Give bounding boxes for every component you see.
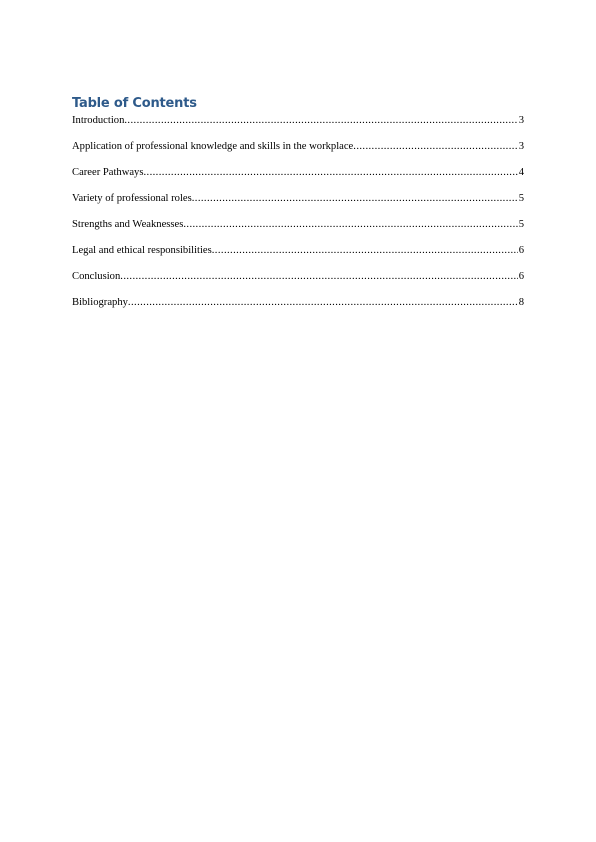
toc-entry-bibliography[interactable] — [72, 296, 524, 309]
toc-dot-leader — [353, 140, 517, 153]
toc-dot-leader — [212, 244, 518, 257]
toc-entry-page-number: 6 — [518, 245, 524, 256]
toc-entry-page-number: 3 — [518, 115, 524, 126]
toc-entry-page-number: 6 — [518, 271, 524, 282]
toc-entry-title: Introduction — [72, 115, 125, 126]
toc-dot-leader — [143, 166, 517, 179]
toc-entry-title: Strengths and Weaknesses — [72, 219, 184, 230]
toc-entry-page-number: 5 — [518, 193, 524, 204]
toc-entry-page-number: 4 — [518, 167, 524, 178]
toc-list — [72, 114, 524, 309]
toc-entry-introduction[interactable] — [72, 114, 524, 127]
toc-heading: Table of Contents — [72, 96, 197, 111]
toc-entry-strengths-weaknesses[interactable] — [72, 218, 524, 231]
toc-entry-page-number: 8 — [518, 297, 524, 308]
toc-entry-legal-ethical[interactable] — [72, 244, 524, 257]
toc-entry-title: Conclusion — [72, 271, 121, 282]
toc-entry-page-number: 3 — [518, 141, 524, 152]
toc-entry-title: Bibliography — [72, 297, 128, 308]
toc-entry-conclusion[interactable] — [72, 270, 524, 283]
toc-entry-professional-roles[interactable] — [72, 192, 524, 205]
toc-entry-title: Application of professional knowledge and skills in the workplace — [72, 141, 354, 152]
toc-entry-page-number: 5 — [518, 219, 524, 230]
toc-entry-career-pathways[interactable] — [72, 166, 524, 179]
table-of-contents — [72, 96, 524, 309]
toc-entry-application[interactable] — [72, 140, 524, 153]
toc-dot-leader — [124, 114, 517, 127]
toc-entry-title: Variety of professional roles — [72, 193, 192, 204]
toc-dot-leader — [120, 270, 517, 283]
toc-entry-title: Legal and ethical responsibilities — [72, 245, 212, 256]
toc-dot-leader — [128, 296, 518, 309]
toc-entry-title: Career Pathways — [72, 167, 144, 178]
toc-dot-leader — [183, 218, 517, 231]
toc-dot-leader — [192, 192, 518, 205]
